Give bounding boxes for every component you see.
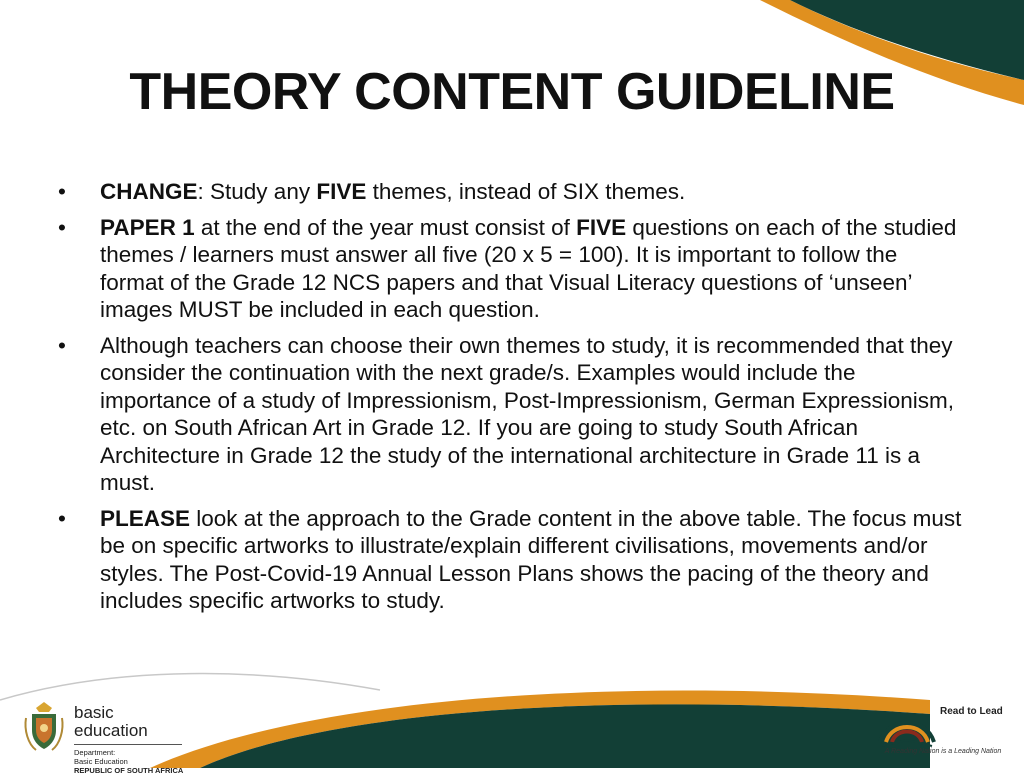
basic-education-logo [22, 700, 192, 775]
read-to-lead-name: Read to Lead [940, 706, 1003, 717]
department-label: Department: [74, 748, 116, 757]
bullet-marker: • [58, 505, 66, 531]
bullet-text: themes, instead of SIX themes. [366, 179, 686, 204]
bullet-marker: • [58, 214, 66, 240]
bullet-emphasis: FIVE [316, 179, 367, 204]
slide-title: THEORY CONTENT GUIDELINE [129, 63, 895, 121]
basic-education-name: basic education [74, 703, 148, 740]
read-to-lead-logo [876, 698, 1010, 760]
brand-divider [74, 744, 182, 745]
coat-of-arms-icon [22, 700, 66, 754]
bullet-emphasis: FIVE [576, 214, 627, 240]
bullet-list [58, 178, 963, 623]
bullet-text: look at the approach to the Grade content in the above table. The focus must be on specific artworks to illustrate/explain different civilisations, movements and/or styles. The Post-Covid-19 Annual Lesson Plans shows the pacing of the theory and includes specific artworks to study. [100, 505, 962, 613]
bullet-emphasis: PAPER 1 [100, 214, 195, 240]
bullet-item [58, 178, 963, 206]
bullet-text: : Study any [197, 179, 317, 204]
bullet-item [58, 214, 963, 324]
bullet-emphasis: PLEASE [100, 505, 191, 531]
bottom-grey-swoosh [0, 674, 380, 700]
department-name: Basic Education [74, 757, 128, 766]
bullet-item [58, 505, 963, 615]
bullet-marker: • [58, 332, 66, 358]
bullet-text: questions on each of the studied themes / learners must answer all five (20 x 5 = 100). It is important to follow the format of the Grade 12 NCS papers and that Visual Literacy questions of ‘unseen’ images MUST be included in each question. [100, 214, 957, 322]
book-arcs-icon [876, 702, 938, 750]
bullet-text: Although teachers can choose their own themes to study, it is recommended that they consider the continuation with the next grade/s. Examples would include the importance of a study of Impressionism, Post-Impressionism, German Expressionism, etc. on South African Art in Grade 12. If you are going to study South African Architecture in Grade 12 the study of the international architecture in Grade 11 is a must. [100, 332, 955, 495]
bottom-green-band [200, 704, 930, 768]
bullet-marker: • [58, 179, 66, 204]
bullet-text: at the end of the year must consist of [194, 214, 577, 240]
bullet-item [58, 332, 963, 497]
read-to-lead-tagline: A Reading Nation is a Leading Nation [884, 748, 1002, 755]
republic-label: REPUBLIC OF SOUTH AFRICA [74, 766, 184, 775]
bullet-emphasis: CHANGE [100, 179, 198, 204]
